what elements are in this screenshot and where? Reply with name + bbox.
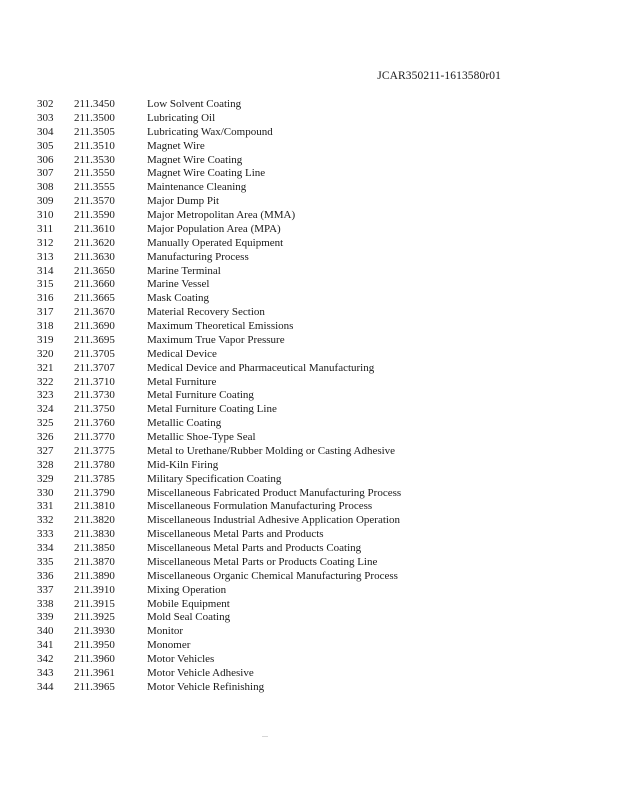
list-item bbox=[0, 542, 618, 556]
section-number: 211.3820 bbox=[74, 514, 115, 527]
row-number: 343 bbox=[37, 666, 54, 679]
section-number: 211.3505 bbox=[74, 125, 115, 138]
section-number: 211.3710 bbox=[74, 375, 115, 388]
row-number: 338 bbox=[37, 597, 54, 610]
list-item bbox=[0, 389, 618, 403]
list-item bbox=[0, 556, 618, 570]
term-name: Metallic Coating bbox=[147, 417, 222, 430]
row-number: 314 bbox=[37, 264, 54, 277]
section-number: 211.3690 bbox=[74, 320, 115, 332]
section-number: 211.3890 bbox=[74, 569, 115, 582]
term-name: Metal Furniture Coating bbox=[147, 389, 254, 402]
row-number: 311 bbox=[37, 222, 54, 235]
section-number: 211.3650 bbox=[74, 264, 115, 277]
section-number: 211.3925 bbox=[74, 611, 115, 624]
term-name: Motor Vehicles bbox=[147, 653, 215, 665]
term-name: Marine Terminal bbox=[147, 264, 221, 277]
term-name: Lubricating Wax/Compound bbox=[147, 125, 273, 138]
list-item bbox=[0, 681, 618, 695]
section-number: 211.3760 bbox=[74, 417, 115, 430]
row-number: 323 bbox=[37, 389, 54, 402]
list-item bbox=[0, 154, 618, 168]
list-item bbox=[0, 362, 618, 376]
document-id: JCAR350211-1613580r01 bbox=[377, 70, 501, 82]
list-item bbox=[0, 320, 618, 334]
row-number: 319 bbox=[37, 333, 54, 346]
section-number: 211.3695 bbox=[74, 333, 115, 346]
term-name: Magnet Wire bbox=[147, 139, 205, 152]
list-item bbox=[0, 611, 618, 625]
term-name: Motor Vehicle Refinishing bbox=[147, 680, 265, 693]
row-number: 318 bbox=[37, 320, 54, 332]
list-item bbox=[0, 265, 618, 279]
list-item bbox=[0, 667, 618, 681]
row-number: 320 bbox=[37, 347, 54, 360]
section-number: 211.3930 bbox=[74, 625, 115, 638]
term-name: Miscellaneous Metal Parts and Products bbox=[147, 528, 324, 541]
list-item bbox=[0, 376, 618, 390]
term-name: Miscellaneous Industrial Adhesive Application Operation bbox=[147, 514, 400, 527]
section-number: 211.3850 bbox=[74, 542, 115, 554]
term-name: Mobile Equipment bbox=[147, 597, 230, 610]
section-number: 211.3960 bbox=[74, 653, 115, 665]
section-number: 211.3870 bbox=[74, 555, 115, 568]
term-name: Marine Vessel bbox=[147, 278, 210, 291]
row-number: 307 bbox=[37, 167, 54, 180]
scan-mark bbox=[262, 736, 268, 737]
term-name: Lubricating Oil bbox=[147, 111, 216, 124]
section-number: 211.3830 bbox=[74, 528, 115, 541]
section-number: 211.3810 bbox=[74, 500, 115, 513]
row-number: 305 bbox=[37, 139, 54, 152]
list-item bbox=[0, 570, 618, 584]
row-number: 342 bbox=[37, 653, 54, 665]
section-number: 211.3450 bbox=[74, 98, 115, 110]
list-item bbox=[0, 112, 618, 126]
row-number: 316 bbox=[37, 292, 54, 305]
term-name: Metallic Shoe-Type Seal bbox=[147, 431, 256, 443]
term-name: Monomer bbox=[147, 639, 191, 652]
row-number: 302 bbox=[37, 98, 54, 110]
term-name: Monitor bbox=[147, 625, 184, 638]
section-number: 211.3961 bbox=[74, 666, 115, 679]
term-name: Miscellaneous Metal Parts or Products Coating Line bbox=[147, 555, 378, 568]
section-number: 211.3950 bbox=[74, 639, 115, 652]
section-number: 211.3915 bbox=[74, 597, 115, 610]
term-name: Miscellaneous Metal Parts and Products Coating bbox=[147, 542, 362, 554]
term-name: Maintenance Cleaning bbox=[147, 181, 247, 194]
list-item bbox=[0, 237, 618, 251]
term-name: Material Recovery Section bbox=[147, 306, 265, 319]
term-name: Low Solvent Coating bbox=[147, 98, 242, 110]
row-number: 337 bbox=[37, 583, 54, 596]
list-item bbox=[0, 195, 618, 209]
list-item bbox=[0, 500, 618, 514]
row-number: 308 bbox=[37, 181, 54, 194]
section-number: 211.3780 bbox=[74, 458, 115, 471]
row-number: 332 bbox=[37, 514, 54, 527]
list-item bbox=[0, 167, 618, 181]
section-number: 211.3705 bbox=[74, 347, 115, 360]
row-number: 309 bbox=[37, 195, 54, 208]
list-item bbox=[0, 278, 618, 292]
list-item bbox=[0, 181, 618, 195]
section-number: 211.3510 bbox=[74, 139, 115, 152]
term-name: Metal to Urethane/Rubber Molding or Casting Adhesive bbox=[147, 444, 396, 457]
term-name: Metal Furniture Coating Line bbox=[147, 403, 277, 416]
list-item bbox=[0, 584, 618, 598]
term-name: Miscellaneous Formulation Manufacturing Process bbox=[147, 500, 373, 513]
section-number: 211.3790 bbox=[74, 486, 115, 499]
term-name: Miscellaneous Organic Chemical Manufacturing Process bbox=[147, 569, 398, 582]
row-number: 304 bbox=[37, 125, 54, 138]
section-number: 211.3665 bbox=[74, 292, 115, 305]
section-number: 211.3500 bbox=[74, 111, 115, 124]
list-item bbox=[0, 487, 618, 501]
list-item bbox=[0, 126, 618, 140]
row-number: 327 bbox=[37, 444, 54, 457]
term-name: Mixing Operation bbox=[147, 583, 227, 596]
list-item bbox=[0, 306, 618, 320]
list-item bbox=[0, 251, 618, 265]
section-number: 211.3620 bbox=[74, 236, 115, 249]
term-name: Maximum Theoretical Emissions bbox=[147, 320, 294, 332]
section-number: 211.3630 bbox=[74, 250, 115, 263]
term-name: Mold Seal Coating bbox=[147, 611, 231, 624]
row-number: 329 bbox=[37, 472, 54, 485]
row-number: 324 bbox=[37, 403, 54, 416]
term-name: Major Metropolitan Area (MMA) bbox=[147, 209, 296, 221]
list-item bbox=[0, 209, 618, 223]
row-number: 340 bbox=[37, 625, 54, 638]
row-number: 322 bbox=[37, 375, 54, 388]
row-number: 336 bbox=[37, 569, 54, 582]
list-item bbox=[0, 140, 618, 154]
list-item bbox=[0, 528, 618, 542]
list-item bbox=[0, 598, 618, 612]
term-name: Medical Device bbox=[147, 347, 217, 360]
row-number: 330 bbox=[37, 486, 54, 499]
term-name: Miscellaneous Fabricated Product Manufacturing Process bbox=[147, 486, 402, 499]
term-name: Motor Vehicle Adhesive bbox=[147, 666, 254, 679]
section-number: 211.3730 bbox=[74, 389, 115, 402]
list-item bbox=[0, 445, 618, 459]
section-number: 211.3707 bbox=[74, 361, 115, 374]
term-name: Mid-Kiln Firing bbox=[147, 458, 219, 471]
term-name: Magnet Wire Coating bbox=[147, 153, 243, 166]
list-item bbox=[0, 639, 618, 653]
row-number: 344 bbox=[37, 680, 54, 693]
section-number: 211.3550 bbox=[74, 167, 115, 180]
section-number: 211.3590 bbox=[74, 209, 115, 221]
list-item bbox=[0, 334, 618, 348]
section-number: 211.3660 bbox=[74, 278, 115, 291]
row-number: 317 bbox=[37, 306, 54, 319]
section-number: 211.3570 bbox=[74, 195, 115, 208]
list-item bbox=[0, 431, 618, 445]
list-item bbox=[0, 625, 618, 639]
list-item bbox=[0, 473, 618, 487]
section-number: 211.3555 bbox=[74, 181, 115, 194]
row-number: 312 bbox=[37, 236, 54, 249]
row-number: 328 bbox=[37, 458, 54, 471]
definitions-list bbox=[0, 98, 618, 695]
row-number: 303 bbox=[37, 111, 54, 124]
section-number: 211.3750 bbox=[74, 403, 115, 416]
row-number: 341 bbox=[37, 639, 54, 652]
term-name: Military Specification Coating bbox=[147, 472, 282, 485]
row-number: 339 bbox=[37, 611, 54, 624]
section-number: 211.3610 bbox=[74, 222, 115, 235]
section-number: 211.3530 bbox=[74, 153, 115, 166]
row-number: 325 bbox=[37, 417, 54, 430]
list-item bbox=[0, 403, 618, 417]
section-number: 211.3785 bbox=[74, 472, 115, 485]
row-number: 321 bbox=[37, 361, 54, 374]
section-number: 211.3670 bbox=[74, 306, 115, 319]
row-number: 335 bbox=[37, 555, 54, 568]
list-item bbox=[0, 348, 618, 362]
row-number: 326 bbox=[37, 431, 54, 443]
term-name: Maximum True Vapor Pressure bbox=[147, 333, 285, 346]
term-name: Major Dump Pit bbox=[147, 195, 220, 208]
section-number: 211.3965 bbox=[74, 680, 115, 693]
section-number: 211.3910 bbox=[74, 583, 115, 596]
row-number: 331 bbox=[37, 500, 54, 513]
term-name: Magnet Wire Coating Line bbox=[147, 167, 266, 180]
section-number: 211.3770 bbox=[74, 431, 115, 443]
term-name: Major Population Area (MPA) bbox=[147, 222, 281, 235]
row-number: 306 bbox=[37, 153, 54, 166]
list-item bbox=[0, 292, 618, 306]
term-name: Mask Coating bbox=[147, 292, 210, 305]
term-name: Metal Furniture bbox=[147, 375, 217, 388]
term-name: Manufacturing Process bbox=[147, 250, 249, 263]
list-item bbox=[0, 459, 618, 473]
list-item bbox=[0, 98, 618, 112]
row-number: 315 bbox=[37, 278, 54, 291]
list-item bbox=[0, 514, 618, 528]
section-number: 211.3775 bbox=[74, 444, 115, 457]
row-number: 310 bbox=[37, 209, 54, 221]
list-item bbox=[0, 417, 618, 431]
row-number: 333 bbox=[37, 528, 54, 541]
list-item bbox=[0, 223, 618, 237]
term-name: Medical Device and Pharmaceutical Manufacturing bbox=[147, 361, 375, 374]
row-number: 313 bbox=[37, 250, 54, 263]
term-name: Manually Operated Equipment bbox=[147, 236, 284, 249]
row-number: 334 bbox=[37, 542, 54, 554]
list-item bbox=[0, 653, 618, 667]
